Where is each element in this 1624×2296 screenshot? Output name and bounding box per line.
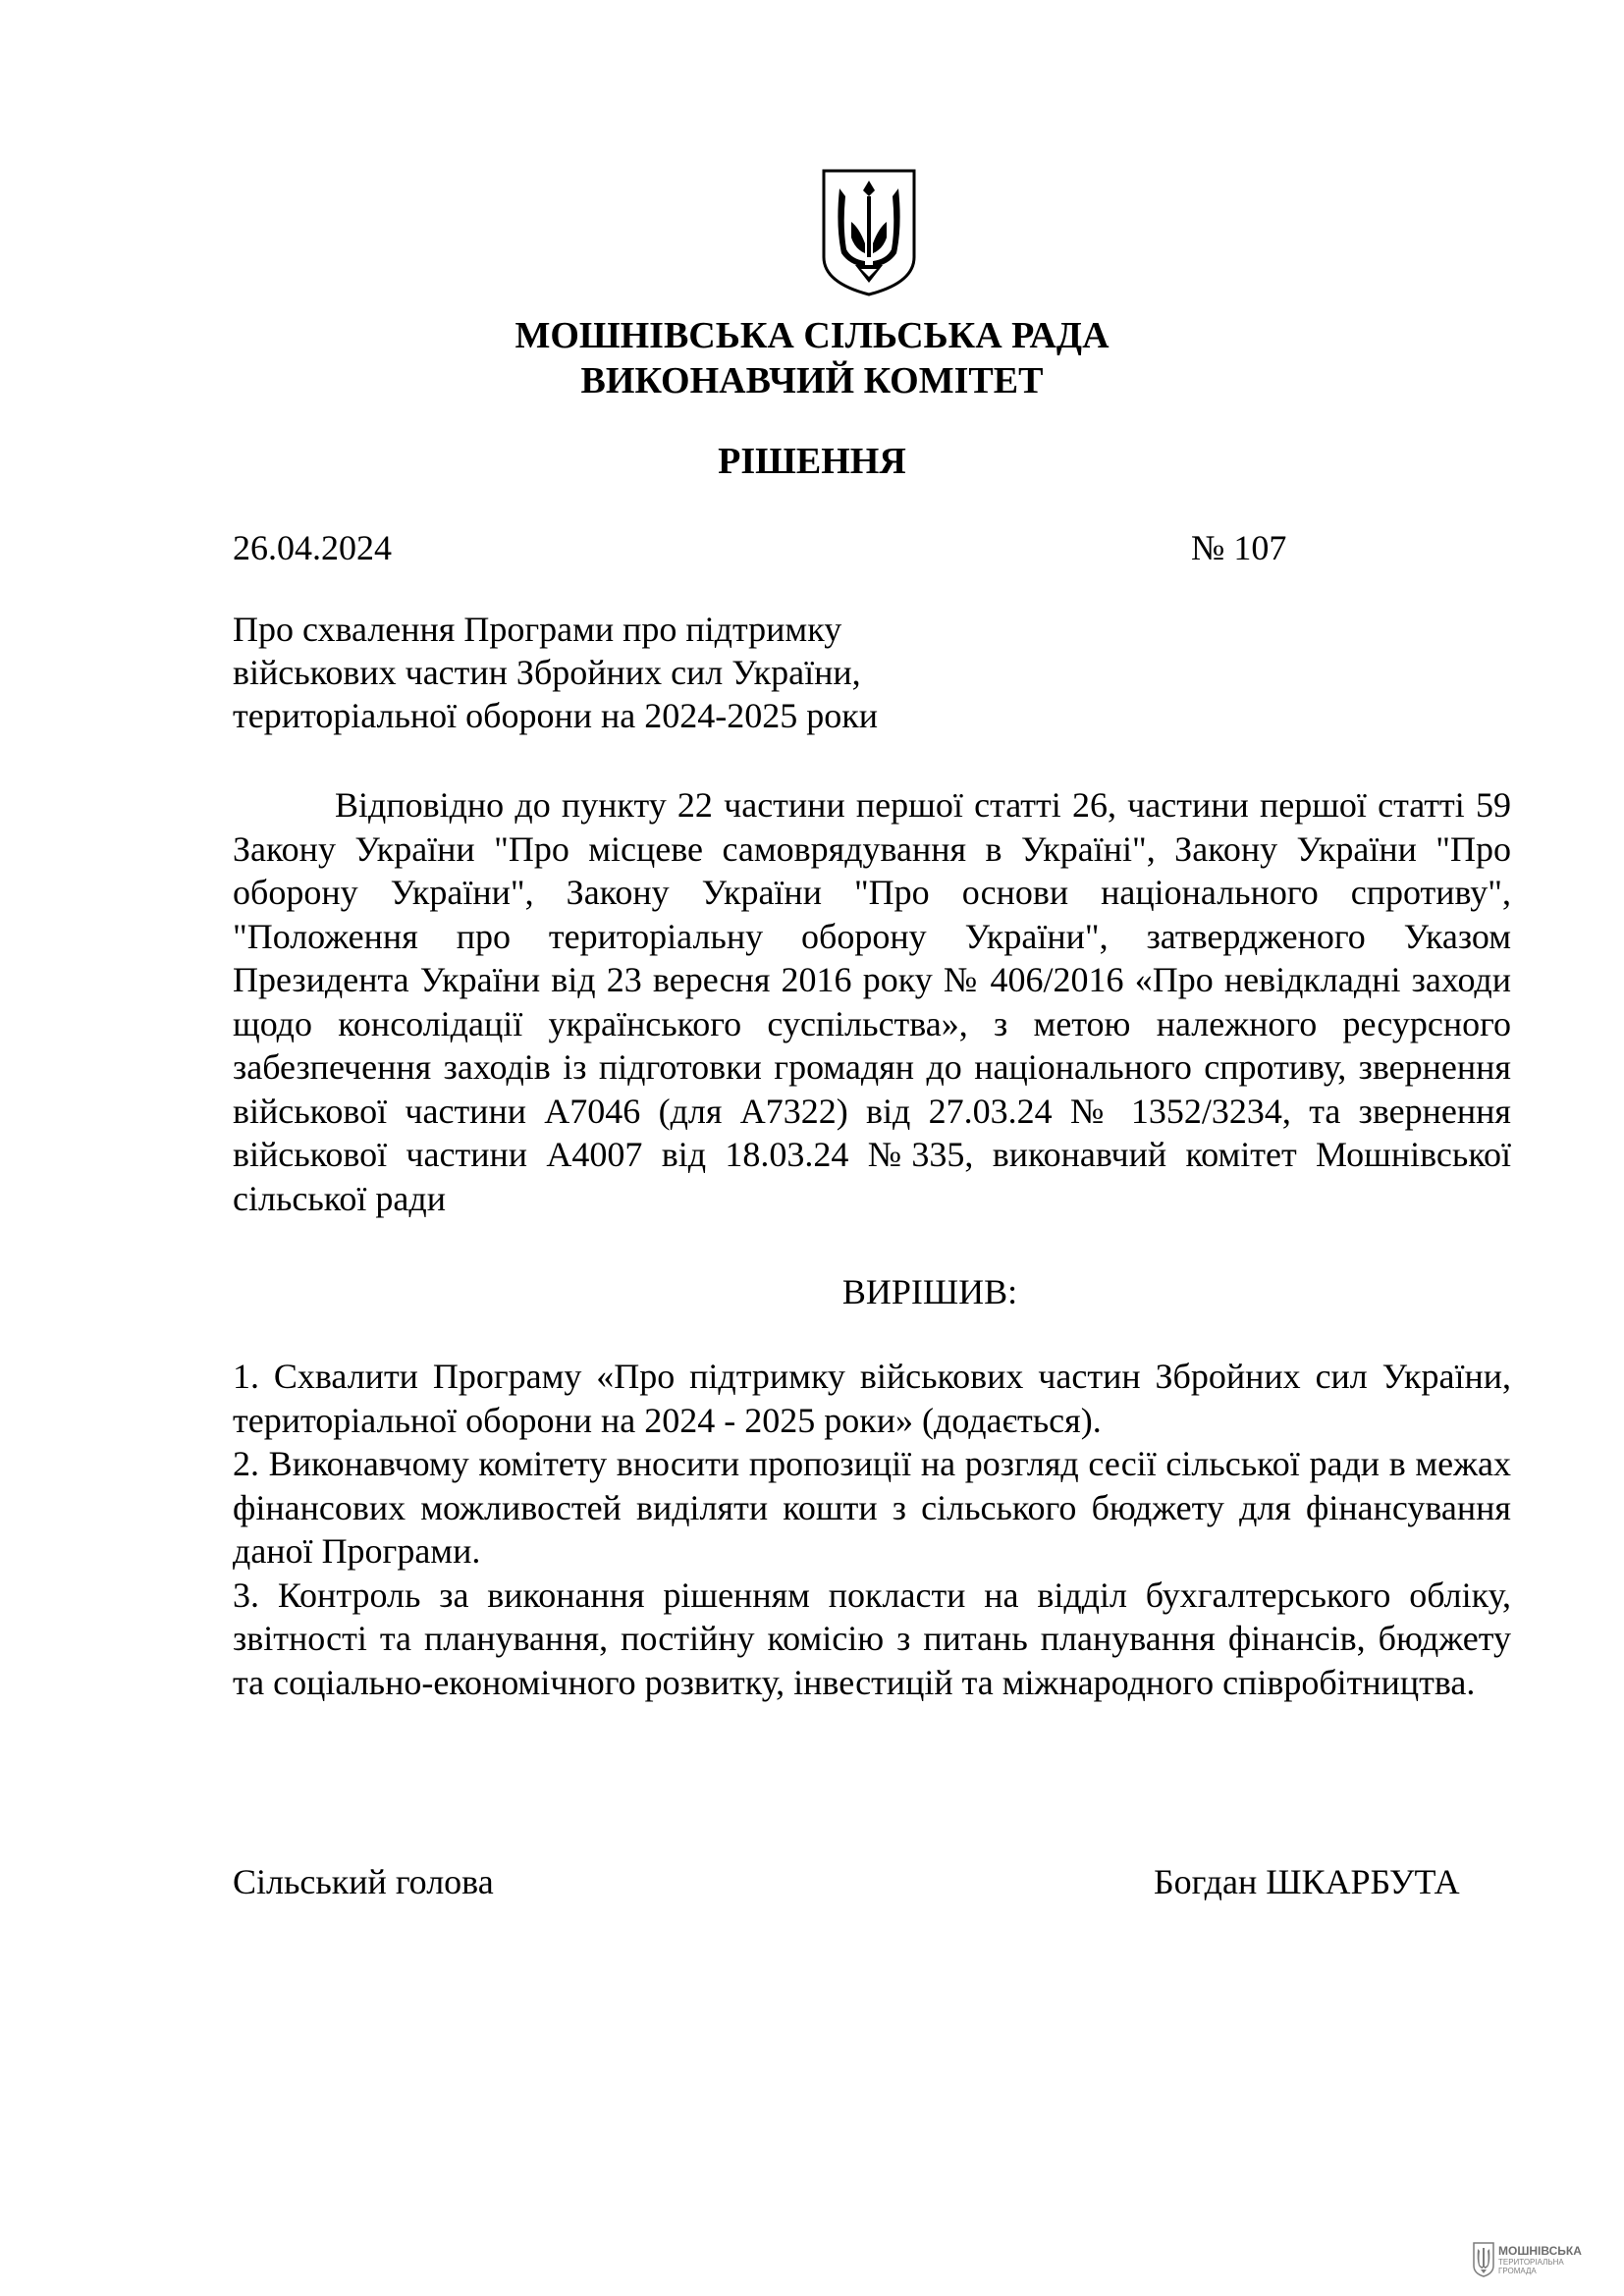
watermark-line: ТЕРИТОРІАЛЬНА (1498, 2257, 1564, 2267)
document-subject (233, 608, 1018, 737)
watermark-line: МОШНІВСЬКА (1498, 2243, 1582, 2258)
preamble-paragraph: Відповідно до пункту 22 частини першої статті 26, частини першої статті 59 Закону України "Про місцеве самоврядування в Україні", Закону України "Про оборону України", Закону України "Про основи національного спротиву", "Положення про територіальну оборону України", затвердженого Указом Президента України від 23 вересня 2016 року № 406/2016 «Про невідкладні заходи щодо консолідації українського суспільства», з метою належного ресурсного забезпечення заходів із підготовки громадян до національного спротиву, звернення військової частини А7046 (для А7322) від 27.03.24 № 1352/3234, та звернення військової частини А4007 від 18.03.24 №335, виконавчий комітет Мошнівської сільської ради (233, 785, 1511, 1218)
community-watermark (1473, 2238, 1582, 2281)
subject-line: Про схвалення Програми про підтримку (233, 610, 842, 649)
document-number: № 107 (1191, 528, 1287, 567)
decision-item: 3. Контроль за виконання рішенням покласти на відділ бухгалтерського обліку, звітності та планування, постійну комісію з питань планування фінансів, бюджету та соціально-економічного розвитку, інвестицій та міжнародного співробітництва. (233, 1575, 1511, 1702)
signature-position: Сільський голова (233, 1862, 494, 1901)
document-date: 26.04.2024 (233, 528, 392, 567)
coat-of-arms-icon (820, 167, 918, 298)
decided-label: ВИРІШИВ: (841, 1272, 1018, 1311)
signature-name: Богдан ШКАРБУТА (1154, 1862, 1460, 1901)
committee-name: ВИКОНАВЧИЙ КОМІТЕТ (580, 360, 1044, 401)
decided-heading (0, 1270, 1624, 1313)
subject-line: територіальної оборони на 2024-2025 роки (233, 696, 879, 735)
watermark-line: ГРОМАДА (1498, 2266, 1537, 2275)
decision-item: 2. Виконавчому комітету вносити пропозиції на розгляд сесії сільської ради в межах фінансових можливостей виділяти кошти з сільського бюджету для фінансування даної Програми. (233, 1444, 1511, 1571)
document-title: РІШЕННЯ (718, 441, 906, 482)
organization-name: МОШНІВСЬКА СІЛЬСЬКА РАДА (514, 315, 1110, 356)
trident-logo-icon (1473, 2242, 1494, 2277)
decision-item: 1. Схвалити Програму «Про підтримку військових частин Збройних сил України, територіальної оборони на 2024 - 2025 роки» (додається). (233, 1357, 1511, 1440)
subject-line: військових частин Збройних сил України, (233, 653, 861, 692)
decision-items (233, 1355, 1511, 1704)
watermark-text (1498, 2245, 1582, 2275)
